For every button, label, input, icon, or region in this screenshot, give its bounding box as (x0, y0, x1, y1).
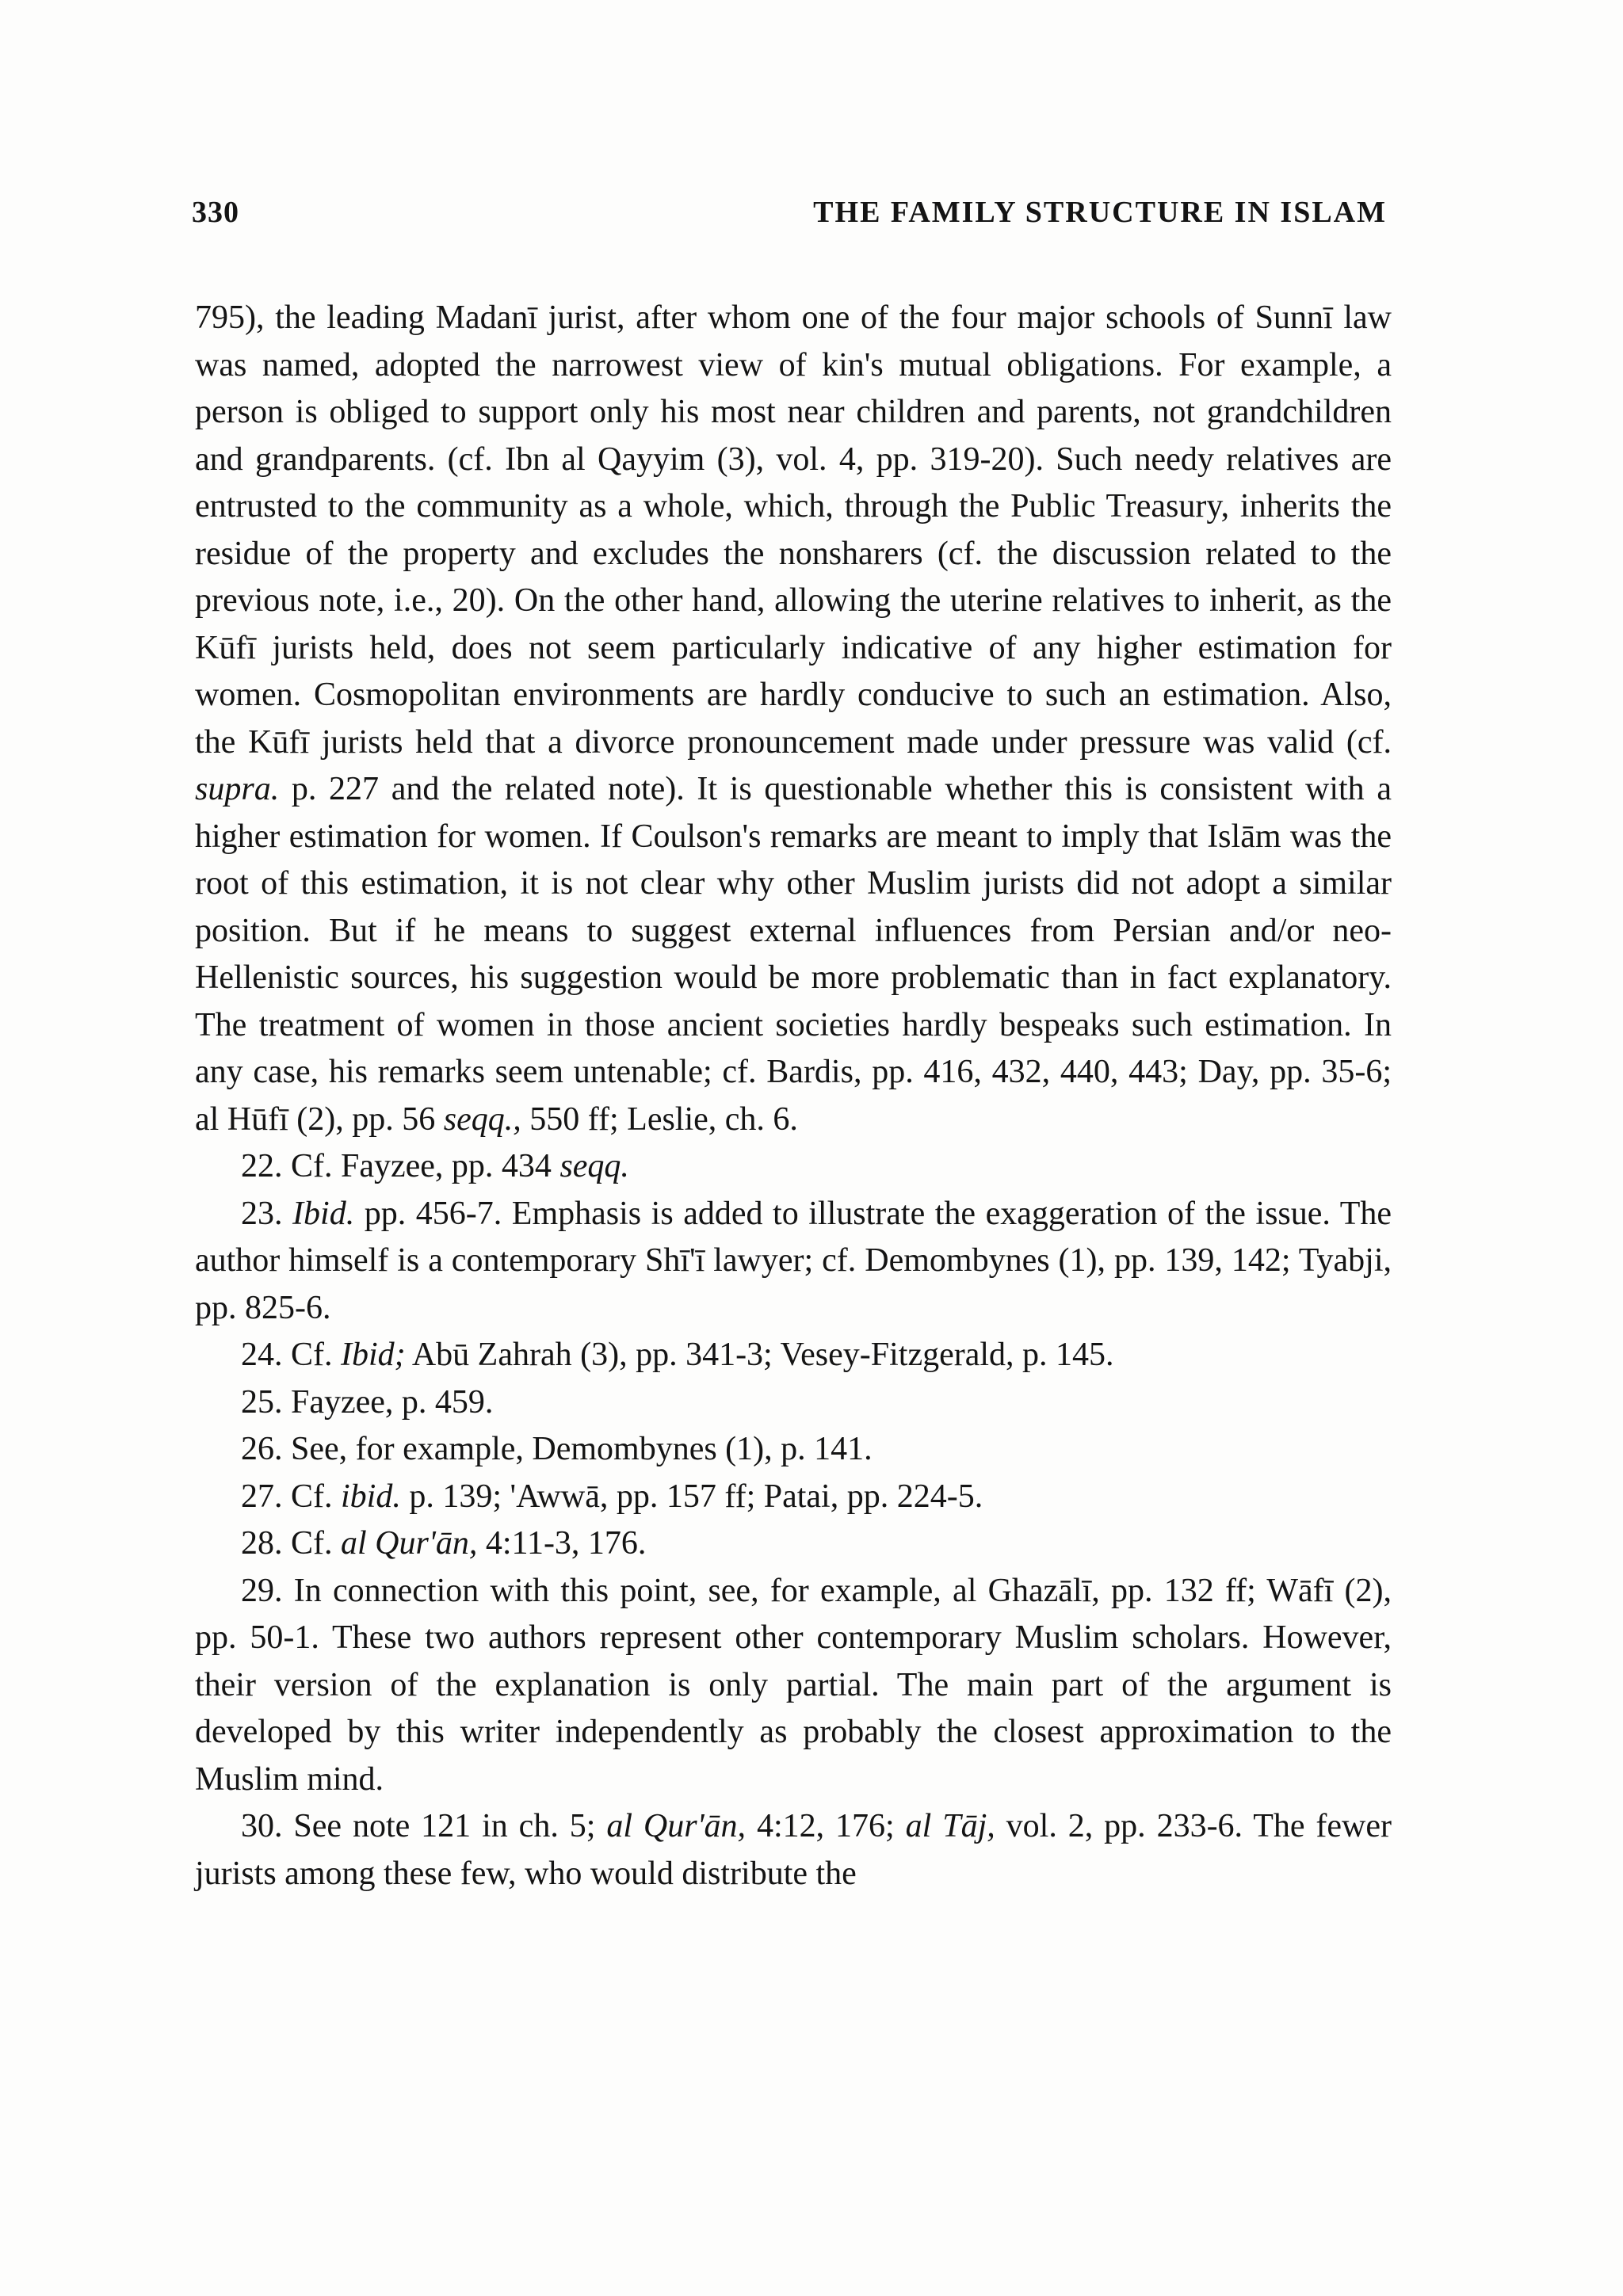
text-run: 25. Fayzee, p. 459. (241, 1383, 494, 1421)
note-25 (195, 1379, 1392, 1427)
italic-run: al Qur'ān, (606, 1808, 747, 1844)
text-run: 26. See, for example, Demombynes (1), p. 141. (241, 1431, 873, 1467)
note-24 (195, 1332, 1392, 1379)
note-26 (195, 1426, 1392, 1474)
italic-run: seqq., (443, 1100, 521, 1138)
text-run: 550 ff; Leslie, ch. 6. (521, 1100, 798, 1138)
text-run: 795), the leading Madanī jurist, after whom one of the four major schools of Sunnī law was named, adopted the narrowest view of kin's mutual obligations. For example, a person is obliged to support only his most near children and parents, not grandchildren and grandparents. (cf. Ibn al Qayyim (3), vol. 4, pp. 319-20). Such needy relatives are entrusted to the community as a whole, which, through the Public Treasury, inherits the residue of the property and excludes the nonsharers (cf. the discussion related to the previous note, i.e., 20). On the other hand, allowing the uterine relatives to inherit, as the Kūfī jurists held, does not seem particularly indicative of any higher estimation for women. Cosmopolitan environments are hardly conducive to such an estimation. Also, the Kūfī jurists held that a divorce pronouncement made under pressure was valid (cf. (195, 299, 1392, 761)
text-run: 28. Cf. (241, 1525, 341, 1562)
italic-run: Ibid. (292, 1195, 355, 1232)
running-head: THE FAMILY STRUCTURE IN ISLAM (813, 196, 1387, 229)
text-run: 29. In connection with this point, see, for example, al Ghazālī, pp. 132 ff; Wāfī (2), pp. 50-1. These two authors represent other contemporary Muslim scholars. However, their version of the explanation is only partial. The main part of the argument is developed by this writer independently as probably the closest approximation to the Muslim mind. (195, 1572, 1392, 1798)
italic-run: al Tāj, (905, 1808, 995, 1844)
italic-run: al Qur'ān, (341, 1525, 478, 1562)
note-29 (195, 1568, 1392, 1804)
note-30 (195, 1803, 1392, 1897)
italic-run: seqq. (559, 1148, 629, 1184)
italic-run: Ibid; (341, 1337, 406, 1373)
page-header (192, 189, 1387, 236)
text-run: 30. See note 121 in ch. 5; (241, 1808, 607, 1844)
note-27 (195, 1474, 1392, 1521)
text-run: p. 227 and the related note). It is questionable whether this is consistent with a higher estimation for women. If Coulson's remarks are meant to imply that Islām was the root of this estimation, it is not clear why other Muslim jurists did not adopt a similar position. But if he means to suggest external influences from Persian and/or neo-Hellenistic sources, his suggestion would be more problematic than in fact explanatory. The treatment of women in those ancient societies hardly bespeaks such estimation. In any case, his remarks seem untenable; cf. Bardis, pp. 416, 432, 440, 443; Day, pp. 35-6; al Hūfī (2), pp. 56 (195, 771, 1392, 1138)
note-21-continuation (195, 295, 1392, 1143)
note-28 (195, 1520, 1392, 1568)
text-run: 27. Cf. (241, 1478, 341, 1515)
text-run: 22. Cf. Fayzee, pp. 434 (241, 1148, 560, 1184)
text-run: 23. (241, 1195, 293, 1232)
italic-run: ibid. (341, 1478, 401, 1515)
text-run: vol. 2, pp. 233-6. The fewer jurists among these few, who would distribute the (195, 1808, 1392, 1892)
text-run: 4:12, 176; (746, 1808, 906, 1844)
italic-run: supra. (195, 771, 280, 807)
page-number: 330 (192, 196, 239, 229)
note-22 (195, 1143, 1392, 1191)
note-23 (195, 1191, 1392, 1333)
text-run: 4:11-3, 176. (477, 1525, 647, 1562)
text-run: Abū Zahrah (3), pp. 341-3; Vesey-Fitzgerald, p. 145. (405, 1337, 1114, 1373)
text-run: p. 139; 'Awwā, pp. 157 ff; Patai, pp. 224-5. (400, 1478, 983, 1515)
text-run: pp. 456-7. Emphasis is added to illustrate the exaggeration of the issue. The author himself is a contemporary Shī'ī lawyer; cf. Demombynes (1), pp. 139, 142; Tyabji, pp. 825-6. (195, 1195, 1392, 1326)
text-run: 24. Cf. (241, 1337, 341, 1373)
notes-body (195, 295, 1392, 1897)
